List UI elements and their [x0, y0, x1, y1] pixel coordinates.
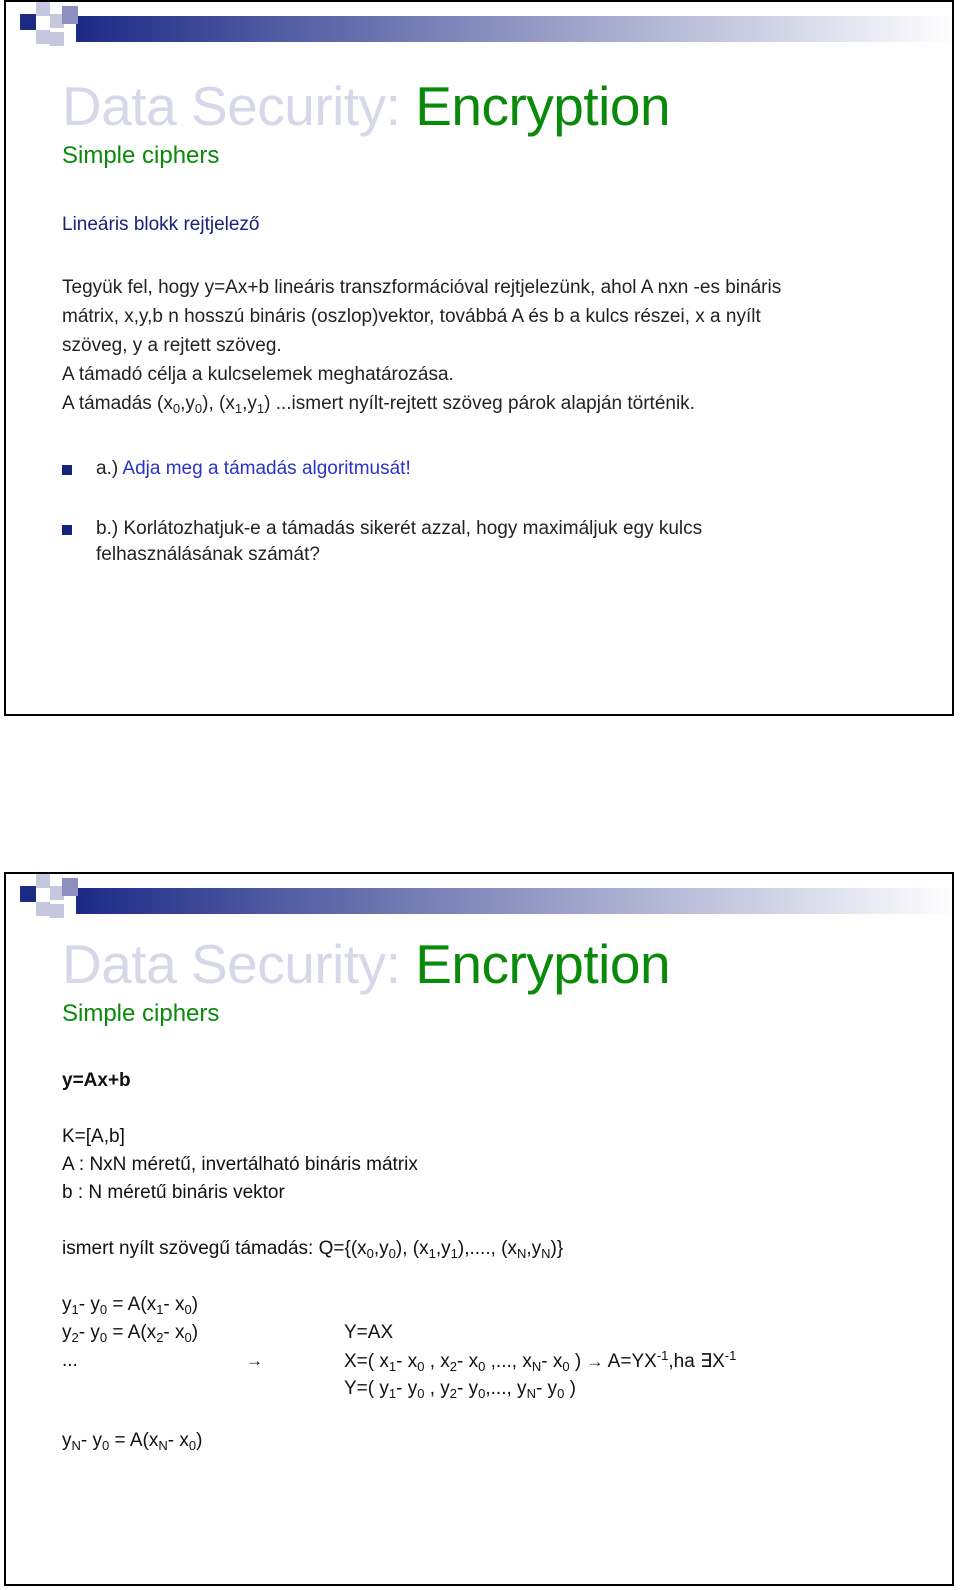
square-bullet-icon: [62, 525, 72, 535]
equation-1: $y_1-$ $y_0 = A(x_1-$ $x_0$): [62, 1294, 199, 1317]
slide-2: [4, 872, 954, 1586]
paragraph-line: Tegyük fel, hogy y=Ax+b lineáris transzformációval rejtjelezünk, ahol A nxn -es bináris: [62, 277, 782, 298]
question-a-label: a.): [96, 458, 123, 479]
question-b-line: felhasználásának számát?: [96, 544, 320, 565]
slide-1: [4, 0, 954, 716]
square-bullet-icon: [62, 465, 72, 475]
header-decoration-icon: [6, 2, 954, 62]
matrix-definition: A : NxN méretű, invertálható bináris mátrix: [62, 1154, 418, 1175]
title-part-green: Encryption: [415, 75, 671, 137]
ellipsis: ...: [62, 1350, 78, 1371]
key-definition: K=[A,b]: [62, 1126, 125, 1147]
paragraph: [62, 273, 922, 418]
known-plaintext-attack: ismert nyílt szövegű támadás: $Q=\{(x_0,y_0)$, $(x_1,y_1)$,...., $(x_N,y_N)$}: [62, 1238, 564, 1261]
section-heading: Lineáris blokk rejtjelező: [62, 214, 260, 235]
equation-2: $y_2-$ $y_0 = A(x_2-$ $x_0$): [62, 1322, 199, 1345]
question-a-text: Adja meg a támadás algoritmusát!: [122, 458, 411, 479]
x-matrix-definition: X=( $x_1-$ $x_0$ , $x_2-$ $x_0$ ,..., $x_N-$ $x_0$ ) → $A=YX^{-1},ha$ $\exists X^{-1}$: [344, 1348, 737, 1374]
slide-subtitle: Simple ciphers: [62, 1000, 220, 1027]
equation-n: $y_N-$ $y_0 = A(x_N-$ $x_0$): [62, 1430, 203, 1453]
right-arrow-icon: →: [586, 1352, 604, 1371]
question-b-line: b.) Korlátozhatjuk-e a támadás sikerét azzal, hogy maximáljuk egy kulcs: [96, 518, 703, 539]
exists-symbol-icon: ∃: [700, 1351, 713, 1372]
slide-title: [62, 74, 670, 138]
slide-title: [62, 932, 670, 996]
paragraph-line: A támadó célja a kulcselemek meghatározása.: [62, 364, 454, 385]
vector-definition: b : N méretű bináris vektor: [62, 1182, 285, 1203]
formula-heading: y=Ax+b: [62, 1070, 131, 1091]
paragraph-line: szöveg, y a rejtett szöveg.: [62, 335, 282, 356]
title-part-gray: Data Security:: [62, 933, 416, 995]
title-part-green: Encryption: [415, 933, 671, 995]
matrix-equation: Y=AX: [344, 1322, 394, 1343]
question-b: [62, 516, 922, 572]
question-a: [62, 456, 922, 484]
y-matrix-definition: Y=( $y_1-$ $y_0$ , $y_2-$ $y_0$,..., $y_N-$ $y_0$ ): [344, 1378, 576, 1401]
attack-line: A támadás $(x_0,y_0)$, $(x_1,y_1)$ ...ismert nyílt-rejtett szöveg párok alapján történik.: [62, 393, 695, 416]
paragraph-line: mátrix, x,y,b n hosszú bináris (oszlop)vektor, továbbá A és b a kulcs részei, x a nyílt: [62, 306, 761, 327]
title-part-gray: Data Security:: [62, 75, 416, 137]
slide-subtitle: Simple ciphers: [62, 142, 220, 169]
right-arrow-icon: →: [246, 1351, 263, 1370]
header-decoration-icon: [6, 874, 954, 934]
